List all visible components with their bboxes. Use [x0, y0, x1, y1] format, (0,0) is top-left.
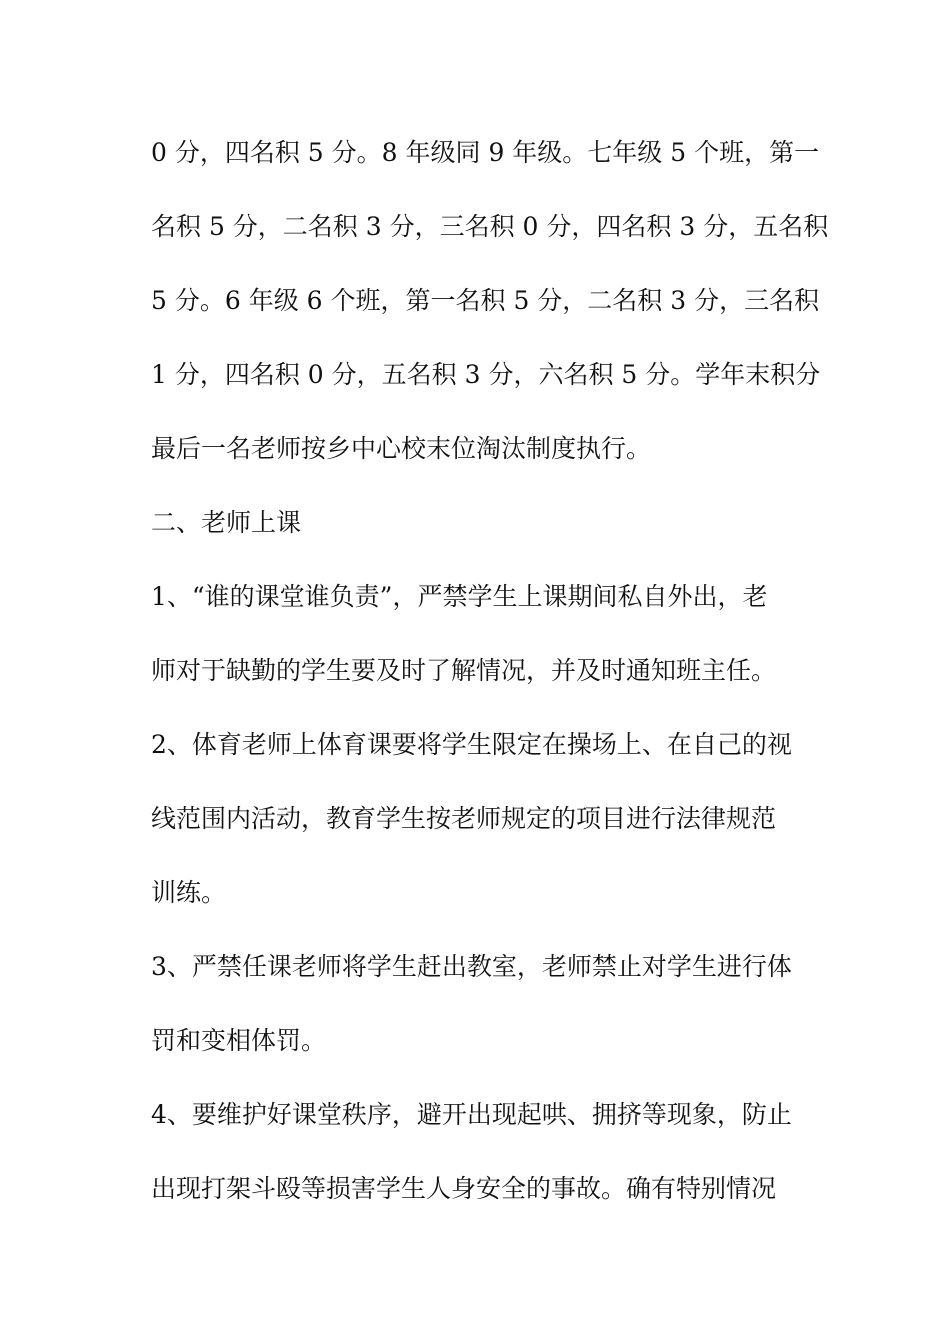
- text-line: 出现打架斗殴等损害学生人身安全的事故。确有特别情况: [151, 1174, 777, 1203]
- text-line: 1、“谁的课堂谁负责”，严禁学生上课期间私自外出，老: [151, 582, 768, 611]
- text-line: 师对于缺勤的学生要及时了解情况，并及时通知班主任。: [151, 656, 777, 685]
- text-line: 0 分，四名积 5 分。8 年级同 9 年级。七年级 5 个班，第一: [151, 138, 820, 167]
- text-line: 名积 5 分，二名积 3 分，三名积 0 分，四名积 3 分，五名积: [151, 212, 829, 241]
- document-body: [151, 128, 829, 1238]
- text-line: 最后一名老师按乡中心校末位淘汰制度执行。: [151, 434, 652, 463]
- text-line: 1 分，四名积 0 分，五名积 3 分，六名积 5 分。学年末积分: [151, 360, 821, 389]
- text-line: 4、要维护好课堂秩序，避开出现起哄、拥挤等现象，防止: [151, 1100, 792, 1129]
- text-line: 3、严禁任课老师将学生赶出教室，老师禁止对学生进行体: [151, 952, 792, 981]
- text-line: 线范围内活动，教育学生按老师规定的项目进行法律规范: [151, 804, 777, 833]
- section-heading: 二、老师上课: [151, 508, 302, 537]
- text-line: 2、体育老师上体育课要将学生限定在操场上、在自己的视: [151, 730, 792, 759]
- text-line: 训练。: [151, 878, 227, 907]
- text-line: 罚和变相体罚。: [151, 1026, 327, 1055]
- text-line: 5 分。6 年级 6 个班，第一名积 5 分，二名积 3 分，三名积: [151, 286, 820, 315]
